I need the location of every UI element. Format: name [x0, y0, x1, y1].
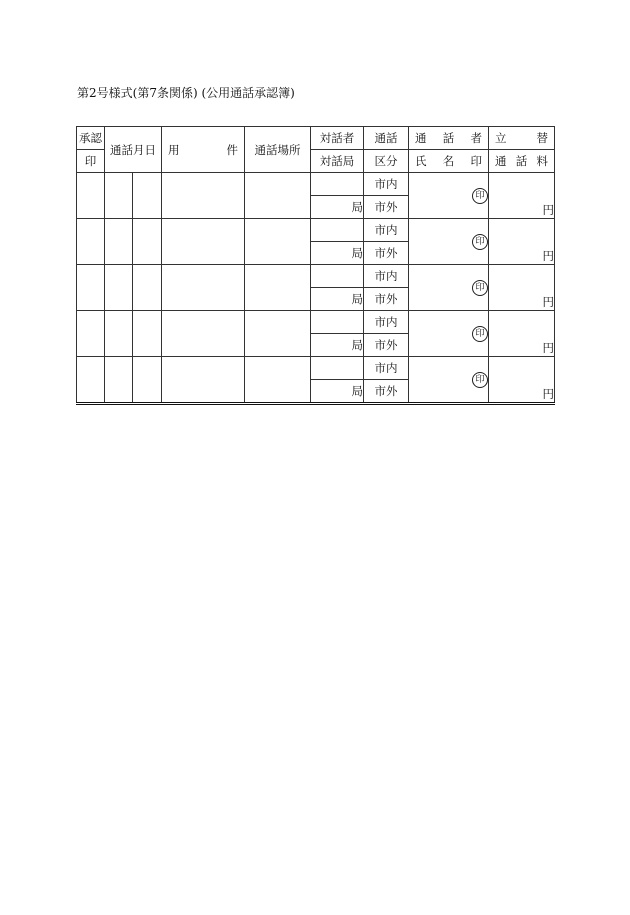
header-approval-seal-top: 承認 — [77, 127, 105, 150]
party-station-cell[interactable] — [311, 288, 364, 311]
header-caller-r1-b: 話 — [442, 131, 455, 145]
header-fee-r2-a: 通 — [495, 154, 507, 168]
location-cell[interactable] — [245, 357, 311, 404]
entry-row — [77, 219, 555, 242]
station-suffix-label: 局 — [351, 338, 363, 352]
purpose-cell[interactable] — [162, 311, 245, 357]
fee-cell[interactable] — [489, 357, 555, 404]
seal-icon: 印 — [472, 326, 488, 342]
month-cell[interactable] — [105, 357, 133, 404]
header-fee-r2-c: 料 — [536, 154, 548, 168]
day-cell[interactable] — [133, 311, 162, 357]
location-cell[interactable] — [245, 173, 311, 219]
location-cell[interactable] — [245, 265, 311, 311]
month-cell[interactable] — [105, 311, 133, 357]
station-suffix-label: 局 — [351, 200, 363, 214]
approval-seal-cell[interactable] — [77, 311, 105, 357]
station-suffix-label: 局 — [351, 292, 363, 306]
header-caller-row2 — [409, 150, 489, 173]
seal-icon: 印 — [472, 234, 488, 250]
yen-label: 円 — [542, 387, 554, 401]
purpose-cell[interactable] — [162, 219, 245, 265]
call-approval-log-table — [76, 126, 555, 405]
yen-label: 円 — [542, 295, 554, 309]
party-station-cell[interactable] — [311, 196, 364, 219]
approval-seal-cell[interactable] — [77, 173, 105, 219]
header-party-station: 対話局 — [311, 150, 364, 173]
header-party: 対話者 — [311, 127, 364, 150]
approval-seal-cell[interactable] — [77, 219, 105, 265]
call-type-long-distance: 市外 — [364, 288, 409, 311]
station-suffix-label: 局 — [351, 384, 363, 398]
approval-seal-cell[interactable] — [77, 265, 105, 311]
party-cell[interactable] — [311, 357, 364, 380]
location-cell[interactable] — [245, 311, 311, 357]
day-cell[interactable] — [133, 173, 162, 219]
fee-cell[interactable] — [489, 173, 555, 219]
caller-name-cell[interactable] — [409, 219, 489, 265]
seal-icon: 印 — [472, 280, 488, 296]
call-type-long-distance: 市外 — [364, 334, 409, 357]
party-station-cell[interactable] — [311, 242, 364, 265]
entry-row — [77, 265, 555, 288]
month-cell[interactable] — [105, 265, 133, 311]
header-caller-r1-a: 通 — [415, 131, 427, 145]
seal-icon: 印 — [472, 372, 488, 388]
header-location: 通話場所 — [245, 127, 311, 173]
call-type-long-distance: 市外 — [364, 242, 409, 265]
day-cell[interactable] — [133, 265, 162, 311]
caller-name-cell[interactable] — [409, 357, 489, 404]
header-fee-r1-b: 替 — [536, 131, 548, 145]
header-date: 通話月日 — [105, 127, 162, 173]
yen-label: 円 — [542, 341, 554, 355]
caller-name-cell[interactable] — [409, 311, 489, 357]
header-caller-r2-b: 名 — [442, 154, 455, 168]
day-cell[interactable] — [133, 357, 162, 404]
header-call-bottom: 区分 — [364, 150, 409, 173]
header-fee-r2-b: 話 — [515, 154, 528, 168]
fee-cell[interactable] — [489, 219, 555, 265]
header-approval-seal-bottom: 印 — [77, 150, 105, 173]
header-fee-r1-a: 立 — [495, 131, 507, 145]
fee-cell[interactable] — [489, 265, 555, 311]
month-cell[interactable] — [105, 173, 133, 219]
call-type-long-distance: 市外 — [364, 196, 409, 219]
header-row — [77, 127, 555, 150]
header-call-top: 通話 — [364, 127, 409, 150]
fee-cell[interactable] — [489, 311, 555, 357]
page-title: 第2号様式(第7条関係) (公用通話承認簿) — [77, 86, 295, 100]
header-caller-r2-c: 印 — [470, 154, 482, 168]
party-cell[interactable] — [311, 173, 364, 196]
header-caller-r1-c: 者 — [470, 131, 482, 145]
approval-seal-cell[interactable] — [77, 357, 105, 404]
month-cell[interactable] — [105, 219, 133, 265]
caller-name-cell[interactable] — [409, 173, 489, 219]
entry-row — [77, 357, 555, 380]
yen-label: 円 — [542, 249, 554, 263]
station-suffix-label: 局 — [351, 246, 363, 260]
entry-row — [77, 173, 555, 196]
party-cell[interactable] — [311, 219, 364, 242]
party-cell[interactable] — [311, 265, 364, 288]
caller-name-cell[interactable] — [409, 265, 489, 311]
location-cell[interactable] — [245, 219, 311, 265]
day-cell[interactable] — [133, 219, 162, 265]
header-caller-row1 — [409, 127, 489, 150]
party-station-cell[interactable] — [311, 380, 364, 404]
header-purpose-left: 用 — [168, 142, 180, 157]
header-fee-row2 — [489, 150, 555, 173]
purpose-cell[interactable] — [162, 173, 245, 219]
call-type-long-distance: 市外 — [364, 380, 409, 404]
purpose-cell[interactable] — [162, 357, 245, 404]
party-station-cell[interactable] — [311, 334, 364, 357]
call-type-local: 市内 — [364, 173, 409, 196]
call-type-local: 市内 — [364, 311, 409, 334]
header-purpose — [162, 127, 245, 173]
entry-row — [77, 311, 555, 334]
call-type-local: 市内 — [364, 265, 409, 288]
seal-icon: 印 — [472, 188, 488, 204]
call-type-local: 市内 — [364, 219, 409, 242]
header-fee-row1 — [489, 127, 555, 150]
header-purpose-right: 件 — [226, 142, 238, 157]
header-caller-r2-a: 氏 — [415, 154, 427, 168]
purpose-cell[interactable] — [162, 265, 245, 311]
party-cell[interactable] — [311, 311, 364, 334]
call-type-local: 市内 — [364, 357, 409, 380]
yen-label: 円 — [542, 203, 554, 217]
